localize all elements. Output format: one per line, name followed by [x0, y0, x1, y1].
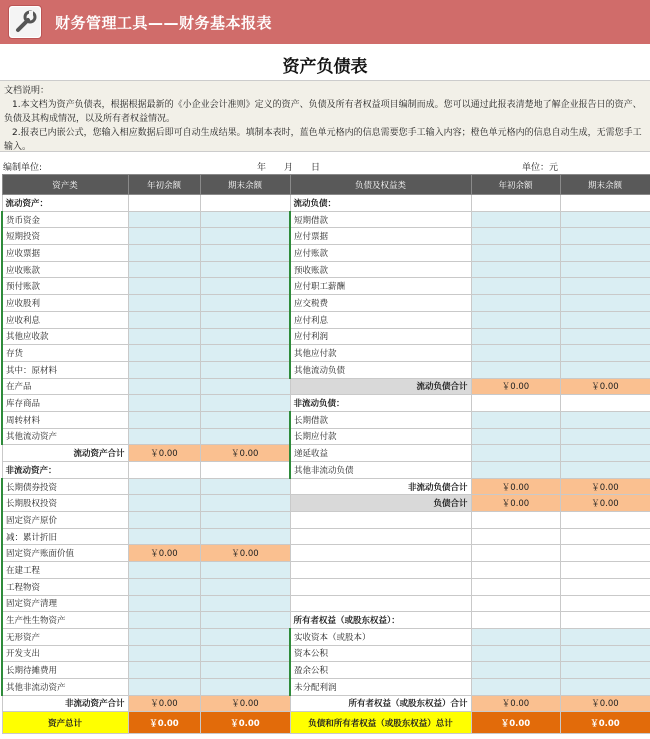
app-banner: [0, 0, 650, 44]
left-opening-cell[interactable]: [128, 345, 200, 362]
compiling-unit-label: 编制单位:: [3, 163, 43, 173]
right-row-label: 非流动负债合计: [290, 478, 471, 495]
table-row: [2, 261, 650, 278]
total-assets-label: 资产总计: [2, 712, 128, 734]
left-row-label: 其他流动资产: [2, 428, 128, 445]
right-row-label: 流动负债：: [290, 195, 471, 212]
table-row: [2, 445, 650, 462]
left-row-label: 应收账款: [2, 261, 128, 278]
right-opening-cell: ￥0.00: [471, 695, 560, 712]
right-opening-cell: ￥0.00: [471, 478, 560, 495]
right-closing-cell[interactable]: [560, 628, 650, 645]
table-row: [2, 228, 650, 245]
left-opening-cell[interactable]: [128, 678, 200, 695]
left-row-label: 存货: [2, 345, 128, 362]
left-closing-cell[interactable]: [200, 378, 290, 395]
left-closing-cell[interactable]: [200, 495, 290, 512]
left-closing-cell[interactable]: [200, 512, 290, 529]
left-closing-cell[interactable]: [200, 478, 290, 495]
table-header-row: [2, 175, 650, 195]
right-row-label: 应付票据: [290, 228, 471, 245]
right-closing-cell: ￥0.00: [560, 695, 650, 712]
right-row-label: 应付利润: [290, 328, 471, 345]
header-opening-balance: 年初余额: [471, 175, 560, 195]
left-row-label: 预付账款: [2, 278, 128, 295]
right-closing-cell[interactable]: [560, 278, 650, 295]
right-opening-cell[interactable]: [471, 628, 560, 645]
table-row: [2, 545, 650, 562]
right-opening-cell[interactable]: [471, 462, 560, 479]
table-row: [2, 428, 650, 445]
left-opening-cell[interactable]: [128, 211, 200, 228]
right-opening-cell[interactable]: [471, 445, 560, 462]
left-opening-cell: ￥0.00: [128, 445, 200, 462]
left-row-label: 应收票据: [2, 245, 128, 262]
right-closing-cell: [560, 612, 650, 629]
left-closing-cell[interactable]: [200, 411, 290, 428]
left-opening-cell: ￥0.00: [128, 695, 200, 712]
right-row-label: 非流动负债：: [290, 395, 471, 412]
right-closing-cell[interactable]: [560, 662, 650, 679]
left-closing-cell[interactable]: [200, 361, 290, 378]
left-opening-cell[interactable]: [128, 411, 200, 428]
left-row-label: 短期投资: [2, 228, 128, 245]
left-closing-cell: ￥0.00: [200, 445, 290, 462]
left-row-label: 固定资产清理: [2, 595, 128, 612]
right-row-label: 负债合计: [290, 495, 471, 512]
right-closing-cell[interactable]: [560, 445, 650, 462]
right-closing-cell: [560, 578, 650, 595]
right-closing-cell[interactable]: [560, 428, 650, 445]
notes-line-1: 1.本文档为资产负债表，根据根据最新的《小企业会计准则》定义的资产、负债及所有者权益项目编制而成。您可以通过此报表清楚地了解企业报告日的资产、负债及其构成情况，以及所有者权益情况。: [4, 100, 642, 124]
right-row-label: 其他流动负债: [290, 361, 471, 378]
right-opening-cell: [471, 512, 560, 529]
right-closing-cell[interactable]: [560, 245, 650, 262]
right-row-label: 短期借款: [290, 211, 471, 228]
right-opening-cell[interactable]: [471, 678, 560, 695]
right-closing-cell[interactable]: [560, 261, 650, 278]
header-liabilities-equity: 负债及权益类: [290, 175, 471, 195]
right-opening-cell: [471, 612, 560, 629]
right-row-label: 长期应付款: [290, 428, 471, 445]
left-closing-cell[interactable]: [200, 428, 290, 445]
left-row-label: 长期待摊费用: [2, 662, 128, 679]
header-closing-balance: 期末余额: [200, 175, 290, 195]
table-row: [2, 311, 650, 328]
right-opening-cell[interactable]: [471, 345, 560, 362]
left-row-label: 非流动资产：: [2, 462, 128, 479]
table-row: [2, 595, 650, 612]
right-opening-cell[interactable]: [471, 295, 560, 312]
table-row: [2, 411, 650, 428]
right-closing-cell[interactable]: [560, 345, 650, 362]
document-notes: [0, 80, 650, 152]
table-row: [2, 278, 650, 295]
left-closing-cell[interactable]: [200, 528, 290, 545]
right-closing-cell: [560, 562, 650, 579]
right-opening-cell[interactable]: [471, 228, 560, 245]
left-opening-cell[interactable]: [128, 478, 200, 495]
left-row-label: 开发支出: [2, 645, 128, 662]
left-row-label: 长期债券投资: [2, 478, 128, 495]
total-liabilities-equity-closing: ￥0.00: [560, 712, 650, 734]
left-opening-cell[interactable]: [128, 495, 200, 512]
left-row-label: 周转材料: [2, 411, 128, 428]
table-row: [2, 628, 650, 645]
right-row-label: 应付利息: [290, 311, 471, 328]
balance-sheet-table: [1, 174, 650, 734]
left-row-label: 非流动资产合计: [2, 695, 128, 712]
table-row: [2, 662, 650, 679]
left-opening-cell[interactable]: [128, 361, 200, 378]
right-closing-cell[interactable]: [560, 678, 650, 695]
left-opening-cell[interactable]: [128, 328, 200, 345]
right-opening-cell[interactable]: [471, 211, 560, 228]
left-row-label: 生产性生物资产: [2, 612, 128, 629]
header-assets: 资产类: [2, 175, 128, 195]
right-opening-cell[interactable]: [471, 645, 560, 662]
left-opening-cell[interactable]: [128, 562, 200, 579]
table-row: [2, 495, 650, 512]
left-closing-cell[interactable]: [200, 228, 290, 245]
right-closing-cell: [560, 545, 650, 562]
left-row-label: 其他应收款: [2, 328, 128, 345]
left-closing-cell: [200, 195, 290, 212]
right-closing-cell: ￥0.00: [560, 495, 650, 512]
right-row-label: 盈余公积: [290, 662, 471, 679]
right-row-label: [290, 512, 471, 529]
notes-heading: 文档说明：: [4, 86, 50, 96]
left-opening-cell[interactable]: [128, 628, 200, 645]
right-closing-cell: [560, 195, 650, 212]
left-closing-cell[interactable]: [200, 295, 290, 312]
left-opening-cell[interactable]: [128, 645, 200, 662]
right-opening-cell: [471, 528, 560, 545]
right-closing-cell[interactable]: [560, 228, 650, 245]
right-row-label: 资本公积: [290, 645, 471, 662]
currency-unit-label: 单位：元: [522, 163, 559, 173]
notes-line-2: 2.报表已内嵌公式，您输入相应数据后即可自动生成结果。填制本表时，蓝色单元格内的信息需要您手工输入内容；橙色单元格内的信息自动生成，无需您手工输入。: [4, 128, 642, 152]
right-row-label: 应付账款: [290, 245, 471, 262]
left-closing-cell[interactable]: [200, 645, 290, 662]
left-closing-cell[interactable]: [200, 662, 290, 679]
left-row-label: 其中：原材料: [2, 361, 128, 378]
left-row-label: 应收股利: [2, 295, 128, 312]
right-opening-cell: [471, 395, 560, 412]
right-closing-cell[interactable]: [560, 361, 650, 378]
left-closing-cell[interactable]: [200, 628, 290, 645]
left-opening-cell[interactable]: [128, 295, 200, 312]
left-opening-cell[interactable]: [128, 261, 200, 278]
left-closing-cell[interactable]: [200, 678, 290, 695]
right-opening-cell[interactable]: [471, 411, 560, 428]
right-opening-cell[interactable]: [471, 311, 560, 328]
right-opening-cell[interactable]: [471, 245, 560, 262]
right-opening-cell[interactable]: [471, 428, 560, 445]
left-row-label: 固定资产账面价值: [2, 545, 128, 562]
left-opening-cell[interactable]: [128, 311, 200, 328]
left-opening-cell[interactable]: [128, 395, 200, 412]
left-row-label: 工程物资: [2, 578, 128, 595]
right-opening-cell: ￥0.00: [471, 378, 560, 395]
left-row-label: 在建工程: [2, 562, 128, 579]
right-opening-cell: [471, 195, 560, 212]
table-row: [2, 478, 650, 495]
left-row-label: 应收利息: [2, 311, 128, 328]
right-row-label: 应交税费: [290, 295, 471, 312]
right-opening-cell[interactable]: [471, 328, 560, 345]
left-row-label: 长期股权投资: [2, 495, 128, 512]
month-label: 月: [284, 163, 294, 173]
left-row-label: 流动资产合计: [2, 445, 128, 462]
left-closing-cell[interactable]: [200, 211, 290, 228]
table-row: [2, 395, 650, 412]
header-opening-balance: 年初余额: [128, 175, 200, 195]
right-row-label: [290, 562, 471, 579]
left-row-label: 固定资产原价: [2, 512, 128, 529]
table-row: [2, 462, 650, 479]
left-row-label: 在产品: [2, 378, 128, 395]
left-closing-cell[interactable]: [200, 278, 290, 295]
day-label: 日: [311, 163, 321, 173]
right-row-label: [290, 545, 471, 562]
left-closing-cell[interactable]: [200, 562, 290, 579]
table-row: [2, 345, 650, 362]
left-opening-cell[interactable]: [128, 245, 200, 262]
left-opening-cell[interactable]: [128, 428, 200, 445]
left-closing-cell[interactable]: [200, 395, 290, 412]
left-opening-cell: ￥0.00: [128, 545, 200, 562]
right-row-label: 其他非流动负债: [290, 462, 471, 479]
right-closing-cell: ￥0.00: [560, 378, 650, 395]
right-row-label: [290, 595, 471, 612]
right-row-label: [290, 528, 471, 545]
left-row-label: 流动资产：: [2, 195, 128, 212]
left-closing-cell[interactable]: [200, 311, 290, 328]
right-row-label: 长期借款: [290, 411, 471, 428]
right-opening-cell: [471, 578, 560, 595]
right-opening-cell[interactable]: [471, 261, 560, 278]
table-row: [2, 512, 650, 529]
year-label: 年: [257, 163, 267, 173]
table-row: [2, 578, 650, 595]
right-closing-cell[interactable]: [560, 411, 650, 428]
right-row-label: 所有者权益（或股东权益）合计: [290, 695, 471, 712]
table-row: [2, 695, 650, 712]
right-row-label: 其他应付款: [290, 345, 471, 362]
right-closing-cell[interactable]: [560, 645, 650, 662]
left-closing-cell[interactable]: [200, 245, 290, 262]
table-row: [2, 562, 650, 579]
left-opening-cell[interactable]: [128, 512, 200, 529]
left-closing-cell[interactable]: [200, 612, 290, 629]
table-row: [2, 295, 650, 312]
left-closing-cell[interactable]: [200, 578, 290, 595]
right-row-label: [290, 578, 471, 595]
left-closing-cell[interactable]: [200, 328, 290, 345]
left-opening-cell[interactable]: [128, 228, 200, 245]
right-closing-cell: ￥0.00: [560, 478, 650, 495]
right-closing-cell: [560, 395, 650, 412]
right-opening-cell: [471, 562, 560, 579]
right-opening-cell: [471, 595, 560, 612]
right-closing-cell: [560, 512, 650, 529]
right-opening-cell[interactable]: [471, 662, 560, 679]
left-opening-cell[interactable]: [128, 612, 200, 629]
left-opening-cell[interactable]: [128, 278, 200, 295]
table-row: [2, 678, 650, 695]
right-row-label: 应付职工薪酬: [290, 278, 471, 295]
left-closing-cell: [200, 462, 290, 479]
total-liabilities-equity-label: 负债和所有者权益（或股东权益）总计: [290, 712, 471, 734]
wrench-icon: [8, 5, 42, 39]
table-row: [2, 645, 650, 662]
left-closing-cell[interactable]: [200, 595, 290, 612]
left-opening-cell[interactable]: [128, 378, 200, 395]
right-row-label: 未分配利润: [290, 678, 471, 695]
left-closing-cell[interactable]: [200, 345, 290, 362]
right-opening-cell: ￥0.00: [471, 495, 560, 512]
right-closing-cell[interactable]: [560, 311, 650, 328]
total-assets-closing: ￥0.00: [200, 712, 290, 734]
right-closing-cell[interactable]: [560, 462, 650, 479]
grand-total-row: [2, 712, 650, 734]
left-row-label: 其他非流动资产: [2, 678, 128, 695]
right-opening-cell[interactable]: [471, 278, 560, 295]
right-opening-cell[interactable]: [471, 361, 560, 378]
right-row-label: 递延收益: [290, 445, 471, 462]
table-row: [2, 195, 650, 212]
left-closing-cell: ￥0.00: [200, 545, 290, 562]
total-assets-opening: ￥0.00: [128, 712, 200, 734]
table-row: [2, 378, 650, 395]
left-opening-cell[interactable]: [128, 528, 200, 545]
left-closing-cell: ￥0.00: [200, 695, 290, 712]
right-closing-cell: [560, 528, 650, 545]
left-opening-cell: [128, 195, 200, 212]
right-row-label: 预收账款: [290, 261, 471, 278]
left-row-label: 货币资金: [2, 211, 128, 228]
right-row-label: 实收资本（或股本）: [290, 628, 471, 645]
table-row: [2, 245, 650, 262]
table-row: [2, 361, 650, 378]
left-row-label: 减：累计折旧: [2, 528, 128, 545]
right-opening-cell: [471, 545, 560, 562]
table-row: [2, 328, 650, 345]
left-row-label: 无形资产: [2, 628, 128, 645]
right-closing-cell[interactable]: [560, 328, 650, 345]
left-opening-cell[interactable]: [128, 578, 200, 595]
left-opening-cell: [128, 462, 200, 479]
left-row-label: 库存商品: [2, 395, 128, 412]
right-closing-cell: [560, 595, 650, 612]
total-liabilities-equity-opening: ￥0.00: [471, 712, 560, 734]
banner-title: 财务管理工具——财务基本报表: [55, 14, 273, 32]
table-row: [2, 528, 650, 545]
page-title: 资产负债表: [282, 57, 368, 77]
left-closing-cell[interactable]: [200, 261, 290, 278]
right-row-label: 流动负债合计: [290, 378, 471, 395]
header-closing-balance: 期末余额: [560, 175, 650, 195]
table-row: [2, 211, 650, 228]
left-opening-cell[interactable]: [128, 595, 200, 612]
table-row: [2, 612, 650, 629]
right-closing-cell[interactable]: [560, 211, 650, 228]
left-opening-cell[interactable]: [128, 662, 200, 679]
right-row-label: 所有者权益（或股东权益）：: [290, 612, 471, 629]
right-closing-cell[interactable]: [560, 295, 650, 312]
